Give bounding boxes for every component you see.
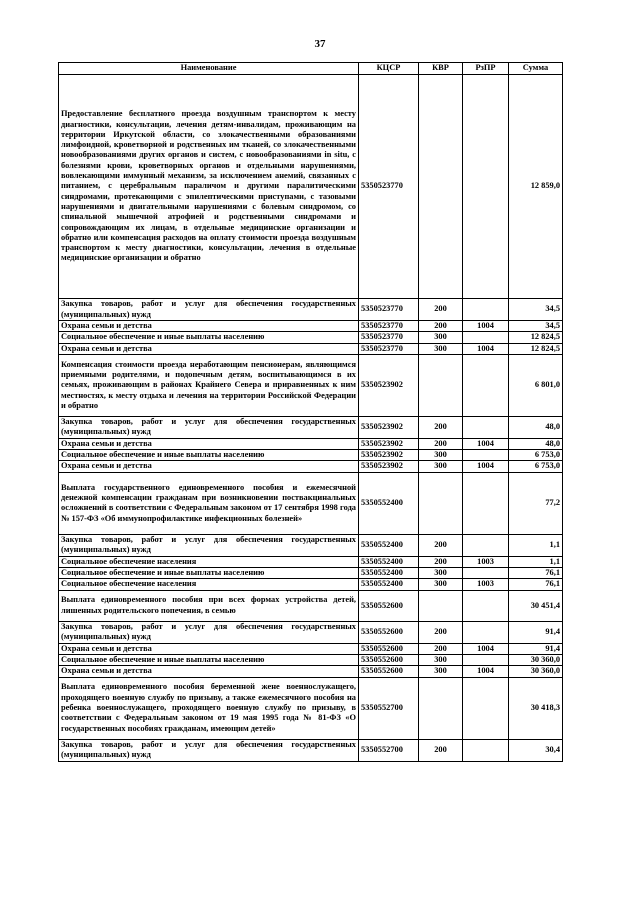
cell-kcsr: 5350523770 [359, 75, 419, 299]
cell-sum: 30 360,0 [509, 666, 563, 677]
cell-sum: 6 801,0 [509, 354, 563, 416]
cell-kvr [419, 590, 463, 621]
cell-rzpr [463, 354, 509, 416]
cell-rzpr [463, 534, 509, 556]
cell-name: Выплата государственного единовременного пособия и ежемесячной денежной компенсации гражданам при возникновении поствакцинальных осложнений в соответствии с Федеральным законом от 17 сентября 1998 года № 157-ФЗ «Об иммунопрофилактике инфекционных болезней» [59, 472, 359, 534]
cell-kvr: 200 [419, 321, 463, 332]
cell-rzpr: 1003 [463, 579, 509, 590]
cell-rzpr [463, 590, 509, 621]
cell-kvr: 200 [419, 739, 463, 761]
cell-name: Закупка товаров, работ и услуг для обеспечения государственных (муниципальных) нужд [59, 739, 359, 761]
cell-kvr: 300 [419, 579, 463, 590]
cell-kvr [419, 677, 463, 739]
cell-sum: 48,0 [509, 416, 563, 438]
cell-name: Предоставление бесплатного проезда воздушным транспортом к месту диагностики, консультации, лечения детям-инвалидам, проживающим на территории Иркутской области, со злокачественными образованиями лимфоидной, кроветворной и родственных им тканей, со злокачественными новообразованиями других органов и систем, с новообразованиями in situ, с болезнями крови, кроветворных органов и отдельными нарушениями, вовлекающими иммунный механизм, за исключением анемий, связанных с питанием, с церебральным параличом и другими паралитическими синдромами, протекающими с эпилептическими приступами, с тазовыми нарушениями и двигательными нарушениями с болевым синдромом, со спинальной мышечной атрофией и родственными синдромами и сопровождающим их лицам, в отдельные медицинские организации и обратно или компенсация расходов на оплату стоимости проезда воздушным транспортом к месту диагностики, консультации, лечения в отдельные медицинские организации и обратно [59, 75, 359, 299]
cell-kcsr: 5350523770 [359, 321, 419, 332]
cell-kcsr: 5350552400 [359, 556, 419, 567]
cell-name: Охрана семьи и детства [59, 438, 359, 449]
cell-kvr: 300 [419, 332, 463, 343]
table-header-row [59, 63, 563, 75]
cell-name: Социальное обеспечение населения [59, 556, 359, 567]
cell-kvr [419, 354, 463, 416]
cell-kvr: 300 [419, 654, 463, 665]
cell-sum: 76,1 [509, 568, 563, 579]
cell-sum: 12 859,0 [509, 75, 563, 299]
budget-table [58, 62, 563, 762]
cell-rzpr: 1004 [463, 438, 509, 449]
cell-kvr: 200 [419, 299, 463, 321]
cell-rzpr: 1003 [463, 556, 509, 567]
cell-kvr: 200 [419, 643, 463, 654]
cell-rzpr: 1004 [463, 666, 509, 677]
cell-sum: 1,1 [509, 556, 563, 567]
table-row [59, 590, 563, 621]
cell-sum: 34,5 [509, 299, 563, 321]
cell-name: Выплата единовременного пособия беременной жене военнослужащего, проходящего военную службу по призыву, а также ежемесячного пособия на ребенка военнослужащего, проходящего военную службу по призыву, в соответствии с Федеральным законом от 19 мая 1995 года № 81-ФЗ «О государственных пособиях гражданам, имеющим детей» [59, 677, 359, 739]
cell-kcsr: 5350552600 [359, 621, 419, 643]
cell-kcsr: 5350552400 [359, 534, 419, 556]
table-row [59, 450, 563, 461]
cell-name: Социальное обеспечение населения [59, 579, 359, 590]
table-row [59, 568, 563, 579]
cell-kcsr: 5350523770 [359, 343, 419, 354]
page-number: 37 [314, 38, 326, 50]
table-row [59, 343, 563, 354]
cell-kvr: 200 [419, 621, 463, 643]
cell-kvr: 200 [419, 416, 463, 438]
cell-sum: 30 418,3 [509, 677, 563, 739]
cell-name: Социальное обеспечение и иные выплаты населению [59, 654, 359, 665]
table-row [59, 654, 563, 665]
cell-rzpr [463, 739, 509, 761]
cell-name: Охрана семьи и детства [59, 343, 359, 354]
cell-rzpr [463, 677, 509, 739]
table-row [59, 438, 563, 449]
header-kcsr: КЦСР [359, 63, 419, 75]
cell-kcsr: 5350552400 [359, 579, 419, 590]
table-row [59, 621, 563, 643]
table-row [59, 643, 563, 654]
cell-kvr: 200 [419, 556, 463, 567]
cell-sum: 12 824,5 [509, 343, 563, 354]
cell-rzpr [463, 332, 509, 343]
cell-sum: 12 824,5 [509, 332, 563, 343]
cell-rzpr [463, 621, 509, 643]
cell-sum: 1,1 [509, 534, 563, 556]
cell-kcsr: 5350552600 [359, 643, 419, 654]
cell-sum: 6 753,0 [509, 461, 563, 472]
table-body [59, 75, 563, 762]
cell-kcsr: 5350523770 [359, 332, 419, 343]
header-rzpr: РзПР [463, 63, 509, 75]
cell-rzpr [463, 654, 509, 665]
cell-sum: 30,4 [509, 739, 563, 761]
cell-kcsr: 5350523902 [359, 450, 419, 461]
cell-kcsr: 5350552600 [359, 590, 419, 621]
cell-name: Социальное обеспечение и иные выплаты населению [59, 450, 359, 461]
cell-name: Социальное обеспечение и иные выплаты населению [59, 568, 359, 579]
cell-kvr: 300 [419, 568, 463, 579]
cell-sum: 30 451,4 [509, 590, 563, 621]
cell-kcsr: 5350523902 [359, 416, 419, 438]
cell-sum: 48,0 [509, 438, 563, 449]
table-row [59, 677, 563, 739]
cell-kcsr: 5350552400 [359, 472, 419, 534]
cell-sum: 91,4 [509, 621, 563, 643]
table-row [59, 354, 563, 416]
header-kvr: КВР [419, 63, 463, 75]
cell-rzpr [463, 299, 509, 321]
cell-name: Компенсация стоимости проезда неработающим пенсионерам, являющимся приемными родителями, и подопечным детям, воспитывающимся в их семьях, проживающим в районах Крайнего Севера и приравненных к ним местностях, к месту отдыха и лечения на территории Российской Федерации и обратно [59, 354, 359, 416]
table-row [59, 666, 563, 677]
cell-kvr: 300 [419, 450, 463, 461]
cell-name: Охрана семьи и детства [59, 321, 359, 332]
cell-rzpr [463, 568, 509, 579]
cell-sum: 6 753,0 [509, 450, 563, 461]
table-row [59, 472, 563, 534]
cell-name: Охрана семьи и детства [59, 643, 359, 654]
cell-name: Охрана семьи и детства [59, 461, 359, 472]
cell-kvr: 200 [419, 534, 463, 556]
cell-kcsr: 5350523770 [359, 299, 419, 321]
cell-kvr [419, 472, 463, 534]
cell-kcsr: 5350523902 [359, 438, 419, 449]
cell-name: Закупка товаров, работ и услуг для обеспечения государственных (муниципальных) нужд [59, 416, 359, 438]
cell-kcsr: 5350552400 [359, 568, 419, 579]
cell-kvr: 300 [419, 666, 463, 677]
cell-sum: 34,5 [509, 321, 563, 332]
table-row [59, 321, 563, 332]
cell-rzpr: 1004 [463, 461, 509, 472]
cell-name: Закупка товаров, работ и услуг для обеспечения государственных (муниципальных) нужд [59, 299, 359, 321]
cell-kcsr: 5350552700 [359, 677, 419, 739]
cell-kcsr: 5350552700 [359, 739, 419, 761]
cell-rzpr: 1004 [463, 321, 509, 332]
cell-kcsr: 5350523902 [359, 461, 419, 472]
cell-name: Охрана семьи и детства [59, 666, 359, 677]
cell-kcsr: 5350552600 [359, 666, 419, 677]
cell-sum: 30 360,0 [509, 654, 563, 665]
cell-kvr: 300 [419, 343, 463, 354]
table-row [59, 416, 563, 438]
cell-name: Закупка товаров, работ и услуг для обеспечения государственных (муниципальных) нужд [59, 621, 359, 643]
table-row [59, 332, 563, 343]
cell-rzpr [463, 75, 509, 299]
header-name: Наименование [59, 63, 359, 75]
cell-name: Выплата единовременного пособия при всех формах устройства детей, лишенных родительского попечения, в семью [59, 590, 359, 621]
cell-rzpr: 1004 [463, 643, 509, 654]
cell-rzpr: 1004 [463, 343, 509, 354]
cell-name: Закупка товаров, работ и услуг для обеспечения государственных (муниципальных) нужд [59, 534, 359, 556]
cell-kvr [419, 75, 463, 299]
table-row [59, 579, 563, 590]
table-row [59, 534, 563, 556]
cell-name: Социальное обеспечение и иные выплаты населению [59, 332, 359, 343]
cell-sum: 76,1 [509, 579, 563, 590]
cell-kvr: 300 [419, 461, 463, 472]
cell-kcsr: 5350523902 [359, 354, 419, 416]
table-row [59, 556, 563, 567]
cell-kcsr: 5350552600 [359, 654, 419, 665]
cell-sum: 91,4 [509, 643, 563, 654]
cell-rzpr [463, 472, 509, 534]
table-row [59, 739, 563, 761]
header-sum: Сумма [509, 63, 563, 75]
cell-kvr: 200 [419, 438, 463, 449]
table-row [59, 461, 563, 472]
cell-rzpr [463, 416, 509, 438]
table-row [59, 75, 563, 299]
cell-sum: 77,2 [509, 472, 563, 534]
cell-rzpr [463, 450, 509, 461]
table-row [59, 299, 563, 321]
